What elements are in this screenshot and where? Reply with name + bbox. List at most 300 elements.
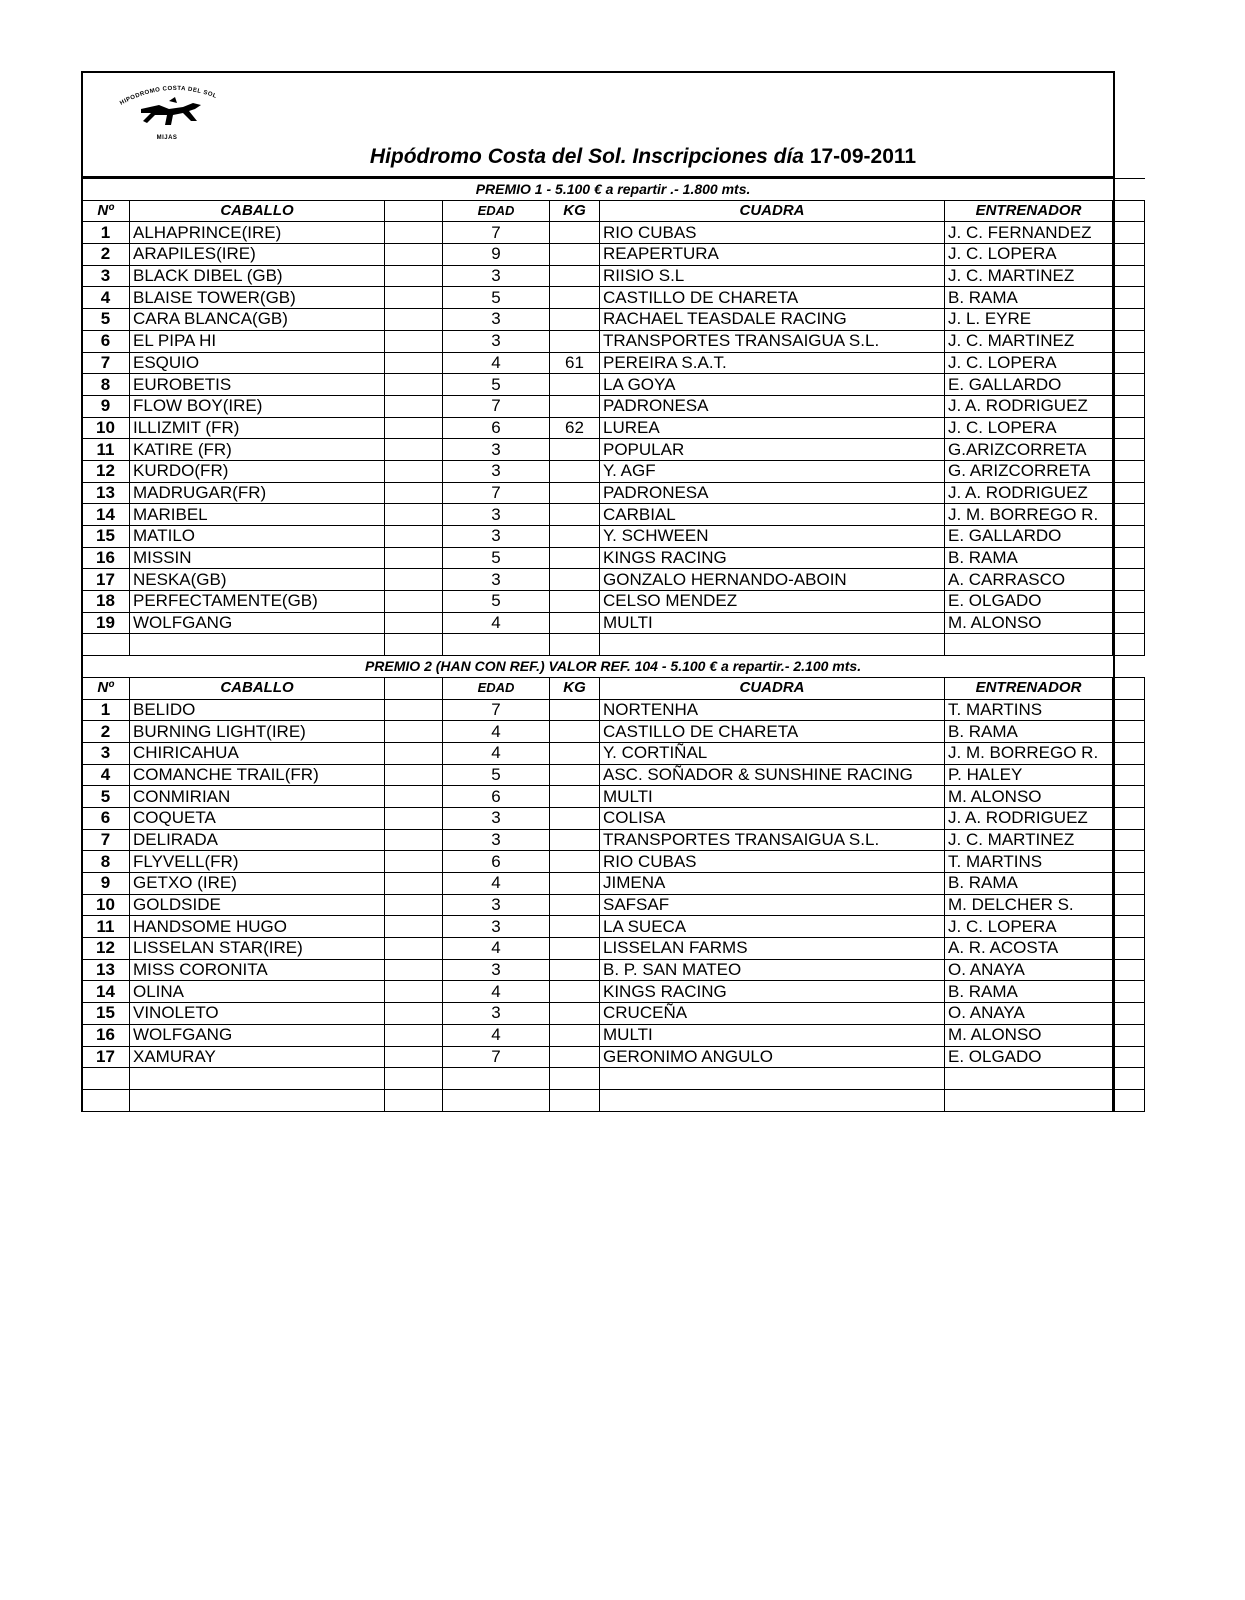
trainer-name: B. RAMA: [945, 981, 1113, 1003]
column-header-stable: CUADRA: [600, 200, 945, 222]
outside-cell: [1145, 1024, 1197, 1046]
empty-cell: [1113, 873, 1145, 895]
horse-weight: [550, 764, 600, 786]
horse-age: 3: [443, 807, 550, 829]
empty-cell: [385, 504, 443, 526]
horse-weight: [550, 829, 600, 851]
entry-number: 11: [82, 916, 130, 938]
stable-name: GERONIMO ANGULO: [600, 1046, 945, 1068]
column-header-age: EDAD: [443, 677, 550, 699]
entry-number: 2: [82, 721, 130, 743]
empty-cell: [1113, 374, 1145, 396]
entry-number: 12: [82, 938, 130, 960]
horse-age: 3: [443, 569, 550, 591]
table-row: [82, 764, 1197, 786]
outside-cell: [1145, 938, 1197, 960]
horse-weight: [550, 482, 600, 504]
empty-cell: [1113, 721, 1145, 743]
empty-cell: [1113, 742, 1145, 764]
entry-number: 2: [82, 244, 130, 266]
horse-weight: [550, 222, 600, 244]
table-row: [82, 916, 1197, 938]
outside-cell: [1145, 742, 1197, 764]
trainer-name: J. A. RODRIGUEZ: [945, 482, 1113, 504]
horse-age: 3: [443, 460, 550, 482]
trainer-name: J. C. MARTINEZ: [945, 829, 1113, 851]
entry-number: 16: [82, 547, 130, 569]
table-row: [82, 981, 1197, 1003]
outside-cell: [1145, 287, 1197, 309]
horse-weight: [550, 547, 600, 569]
horse-name: HANDSOME HUGO: [130, 916, 385, 938]
trainer-name: M. ALONSO: [945, 1024, 1113, 1046]
outside-cell: [1145, 460, 1197, 482]
outside-cell: [1145, 482, 1197, 504]
trainer-name: A. R. ACOSTA: [945, 938, 1113, 960]
outside-cell: [1145, 352, 1197, 374]
horse-name: CONMIRIAN: [130, 786, 385, 808]
table-row: [82, 547, 1197, 569]
trainer-name: J. C. LOPERA: [945, 417, 1113, 439]
entry-number: 17: [82, 1046, 130, 1068]
empty-cell: [1113, 959, 1145, 981]
page-title-text: Hipódromo Costa del Sol. Inscripciones día: [369, 145, 804, 168]
trainer-name: O. ANAYA: [945, 1003, 1113, 1025]
outside-cell: [1145, 526, 1197, 548]
horse-age: 5: [443, 591, 550, 613]
table-row: [82, 1024, 1197, 1046]
horse-weight: [550, 742, 600, 764]
horse-name: BLACK DIBEL (GB): [130, 265, 385, 287]
horse-name: KATIRE (FR): [130, 439, 385, 461]
empty-cell: [385, 374, 443, 396]
horse-age: 3: [443, 829, 550, 851]
stable-name: TRANSPORTES TRANSAIGUA S.L.: [600, 330, 945, 352]
trainer-name: J. C. LOPERA: [945, 916, 1113, 938]
empty-cell: [1113, 244, 1145, 266]
stable-name: PADRONESA: [600, 395, 945, 417]
horse-weight: [550, 460, 600, 482]
horse-weight: [550, 981, 600, 1003]
column-header-empty: [385, 200, 443, 222]
column-header-row: [82, 200, 1197, 222]
outside-cell: [1145, 222, 1197, 244]
outside-cell: [1145, 1068, 1197, 1090]
empty-cell: [385, 1046, 443, 1068]
horse-weight: [550, 526, 600, 548]
table-row: [82, 460, 1197, 482]
entry-number: 15: [82, 1003, 130, 1025]
empty-cell: [1113, 482, 1145, 504]
empty-cell: [385, 1089, 443, 1111]
empty-cell: [1113, 612, 1145, 634]
stable-name: CELSO MENDEZ: [600, 591, 945, 613]
outside-cell: [1145, 873, 1197, 895]
stable-name: JIMENA: [600, 873, 945, 895]
horse-weight: [550, 591, 600, 613]
horse-name: FLYVELL(FR): [130, 851, 385, 873]
horse-weight: [550, 699, 600, 721]
outside-cell: [1145, 612, 1197, 634]
outside-cell: [1145, 395, 1197, 417]
empty-cell: [385, 287, 443, 309]
horse-age: 6: [443, 786, 550, 808]
horse-weight: [550, 504, 600, 526]
empty-cell: [1113, 569, 1145, 591]
table-row: [82, 569, 1197, 591]
page-title-date: 17-09-2011: [809, 145, 917, 168]
horse-age: 7: [443, 699, 550, 721]
entry-number: 14: [82, 504, 130, 526]
empty-cell: [385, 439, 443, 461]
empty-cell: [600, 1068, 945, 1090]
trainer-name: M. DELCHER S.: [945, 894, 1113, 916]
empty-cell: [82, 634, 130, 656]
trainer-name: T. MARTINS: [945, 699, 1113, 721]
empty-cell: [1113, 1089, 1145, 1111]
empty-cell: [1113, 265, 1145, 287]
stable-name: CRUCEÑA: [600, 1003, 945, 1025]
stable-name: LA GOYA: [600, 374, 945, 396]
race-title: PREMIO 1 - 5.100 € a repartir .- 1.800 mts.: [82, 179, 1145, 201]
outside-cell: [1145, 265, 1197, 287]
horse-name: NESKA(GB): [130, 569, 385, 591]
horse-name: COQUETA: [130, 807, 385, 829]
stable-name: RIO CUBAS: [600, 222, 945, 244]
horse-weight: [550, 851, 600, 873]
stable-name: RIISIO S.L: [600, 265, 945, 287]
stable-name: CASTILLO DE CHARETA: [600, 721, 945, 743]
stable-name: KINGS RACING: [600, 547, 945, 569]
outside-cell: [1145, 244, 1197, 266]
horse-name: KURDO(FR): [130, 460, 385, 482]
table-row: [82, 265, 1197, 287]
horse-age: 3: [443, 959, 550, 981]
horse-age: 3: [443, 1003, 550, 1025]
entry-number: 8: [82, 374, 130, 396]
stable-name: Y. CORTIÑAL: [600, 742, 945, 764]
empty-cell: [1113, 287, 1145, 309]
blank-row: [82, 1089, 1197, 1111]
horse-name: CHIRICAHUA: [130, 742, 385, 764]
horse-name: FLOW BOY(IRE): [130, 395, 385, 417]
entry-number: 7: [82, 829, 130, 851]
horse-weight: [550, 786, 600, 808]
trainer-name: B. RAMA: [945, 547, 1113, 569]
empty-cell: [1113, 1003, 1145, 1025]
entry-number: 4: [82, 764, 130, 786]
empty-cell: [1113, 938, 1145, 960]
table-row: [82, 395, 1197, 417]
empty-cell: [385, 482, 443, 504]
stable-name: COLISA: [600, 807, 945, 829]
empty-cell: [130, 1068, 385, 1090]
empty-cell: [385, 309, 443, 331]
entry-number: 9: [82, 395, 130, 417]
empty-cell: [1113, 829, 1145, 851]
empty-cell: [385, 265, 443, 287]
horse-name: ILLIZMIT (FR): [130, 417, 385, 439]
stable-name: LUREA: [600, 417, 945, 439]
empty-cell: [550, 1068, 600, 1090]
empty-cell: [945, 634, 1113, 656]
stable-name: NORTENHA: [600, 699, 945, 721]
empty-cell: [1113, 591, 1145, 613]
page-title: [83, 145, 1113, 169]
entry-number: 14: [82, 981, 130, 1003]
empty-cell: [385, 460, 443, 482]
entry-number: 13: [82, 482, 130, 504]
horse-weight: [550, 330, 600, 352]
table-row: [82, 591, 1197, 613]
outside-cell: [1145, 981, 1197, 1003]
empty-cell: [385, 244, 443, 266]
outside-cell: [1145, 807, 1197, 829]
table-row: [82, 873, 1197, 895]
stable-name: TRANSPORTES TRANSAIGUA S.L.: [600, 829, 945, 851]
empty-cell: [385, 547, 443, 569]
entry-number: 13: [82, 959, 130, 981]
outside-cell: [1145, 851, 1197, 873]
horse-age: 3: [443, 916, 550, 938]
outside-cell: [1145, 894, 1197, 916]
entry-number: 1: [82, 222, 130, 244]
outside-cell: [1145, 547, 1197, 569]
trainer-name: E. OLGADO: [945, 591, 1113, 613]
table-row: [82, 612, 1197, 634]
outside-cell: [1145, 1089, 1197, 1111]
horse-age: 4: [443, 742, 550, 764]
stable-name: LA SUECA: [600, 916, 945, 938]
stable-name: RIO CUBAS: [600, 851, 945, 873]
entry-number: 19: [82, 612, 130, 634]
outside-cell: [1145, 1003, 1197, 1025]
empty-cell: [385, 612, 443, 634]
horse-age: 7: [443, 222, 550, 244]
entry-number: 17: [82, 569, 130, 591]
table-row: [82, 829, 1197, 851]
stable-name: MULTI: [600, 612, 945, 634]
trainer-name: J. C. MARTINEZ: [945, 265, 1113, 287]
horse-name: PERFECTAMENTE(GB): [130, 591, 385, 613]
empty-cell: [385, 807, 443, 829]
trainer-name: J. L. EYRE: [945, 309, 1113, 331]
stable-name: GONZALO HERNANDO-ABOIN: [600, 569, 945, 591]
table-row: [82, 959, 1197, 981]
horse-weight: [550, 244, 600, 266]
empty-cell: [1113, 1068, 1145, 1090]
horse-weight: [550, 265, 600, 287]
logo-sub-text: MIJAS: [156, 135, 178, 141]
trainer-name: E. GALLARDO: [945, 526, 1113, 548]
entry-number: 15: [82, 526, 130, 548]
horse-weight: [550, 612, 600, 634]
empty-cell: [1113, 851, 1145, 873]
horse-name: MARIBEL: [130, 504, 385, 526]
horse-name: VINOLETO: [130, 1003, 385, 1025]
column-header-empty: [1113, 200, 1145, 222]
empty-cell: [385, 873, 443, 895]
race-title-row: [82, 656, 1197, 678]
entry-number: 1: [82, 699, 130, 721]
table-row: [82, 938, 1197, 960]
horse-name: COMANCHE TRAIL(FR): [130, 764, 385, 786]
empty-cell: [130, 634, 385, 656]
empty-cell: [550, 634, 600, 656]
horse-name: WOLFGANG: [130, 612, 385, 634]
outside-cell: [1145, 417, 1197, 439]
horse-name: MADRUGAR(FR): [130, 482, 385, 504]
outside-cell: [1145, 569, 1197, 591]
horse-age: 7: [443, 1046, 550, 1068]
stable-name: B. P. SAN MATEO: [600, 959, 945, 981]
empty-cell: [385, 330, 443, 352]
trainer-name: J. C. LOPERA: [945, 244, 1113, 266]
horse-age: 6: [443, 417, 550, 439]
trainer-name: P. HALEY: [945, 764, 1113, 786]
table-row: [82, 807, 1197, 829]
outside-cell: [1145, 309, 1197, 331]
empty-cell: [1113, 330, 1145, 352]
empty-cell: [1113, 699, 1145, 721]
empty-cell: [385, 721, 443, 743]
horse-name: CARA BLANCA(GB): [130, 309, 385, 331]
entry-number: 11: [82, 439, 130, 461]
horse-age: 4: [443, 1024, 550, 1046]
horse-name: EUROBETIS: [130, 374, 385, 396]
empty-cell: [1113, 526, 1145, 548]
empty-cell: [1113, 547, 1145, 569]
stable-name: PADRONESA: [600, 482, 945, 504]
trainer-name: E. OLGADO: [945, 1046, 1113, 1068]
empty-cell: [1113, 634, 1145, 656]
horse-weight: [550, 938, 600, 960]
outside-cell: [1145, 721, 1197, 743]
horse-name: MISSIN: [130, 547, 385, 569]
outside-cell: [1145, 374, 1197, 396]
trainer-name: J. A. RODRIGUEZ: [945, 395, 1113, 417]
trainer-name: M. ALONSO: [945, 612, 1113, 634]
empty-cell: [443, 1089, 550, 1111]
empty-cell: [1113, 504, 1145, 526]
trainer-name: J. A. RODRIGUEZ: [945, 807, 1113, 829]
horse-weight: [550, 807, 600, 829]
table-row: [82, 894, 1197, 916]
empty-cell: [385, 699, 443, 721]
horse-weight: [550, 1046, 600, 1068]
horse-name: DELIRADA: [130, 829, 385, 851]
horse-age: 5: [443, 764, 550, 786]
empty-cell: [1113, 786, 1145, 808]
entry-number: 5: [82, 309, 130, 331]
stable-name: SAFSAF: [600, 894, 945, 916]
empty-cell: [443, 634, 550, 656]
entry-number: 7: [82, 352, 130, 374]
horse-age: 4: [443, 938, 550, 960]
racecourse-logo: [111, 79, 231, 143]
empty-cell: [1113, 439, 1145, 461]
horse-age: 4: [443, 873, 550, 895]
horse-weight: 62: [550, 417, 600, 439]
empty-cell: [130, 1089, 385, 1111]
column-header-num: Nº: [82, 200, 130, 222]
empty-cell: [1113, 352, 1145, 374]
stable-name: CASTILLO DE CHARETA: [600, 287, 945, 309]
horse-age: 3: [443, 439, 550, 461]
empty-cell: [1113, 764, 1145, 786]
horse-weight: [550, 569, 600, 591]
horse-weight: [550, 439, 600, 461]
horse-age: 9: [443, 244, 550, 266]
trainer-name: J. C. FERNANDEZ: [945, 222, 1113, 244]
outside-cell: [1145, 439, 1197, 461]
empty-cell: [1113, 894, 1145, 916]
entry-number: 9: [82, 873, 130, 895]
horse-age: 3: [443, 504, 550, 526]
horse-name: MISS CORONITA: [130, 959, 385, 981]
horse-age: 3: [443, 526, 550, 548]
empty-cell: [385, 851, 443, 873]
empty-cell: [1113, 395, 1145, 417]
stable-name: Y. SCHWEEN: [600, 526, 945, 548]
horse-rider-icon: [141, 97, 201, 125]
empty-cell: [443, 1068, 550, 1090]
outside-cell: [1145, 330, 1197, 352]
blank-row: [82, 634, 1197, 656]
empty-cell: [385, 981, 443, 1003]
column-header-horse: CABALLO: [130, 200, 385, 222]
table-row: [82, 222, 1197, 244]
outside-cell: [1145, 179, 1197, 201]
empty-cell: [550, 1089, 600, 1111]
horse-name: GETXO (IRE): [130, 873, 385, 895]
trainer-name: G. ARIZCORRETA: [945, 460, 1113, 482]
outside-cell: [1145, 200, 1197, 222]
stable-name: MULTI: [600, 1024, 945, 1046]
table-row: [82, 309, 1197, 331]
empty-cell: [385, 395, 443, 417]
trainer-name: B. RAMA: [945, 287, 1113, 309]
empty-cell: [1113, 222, 1145, 244]
empty-cell: [1113, 807, 1145, 829]
race-title: PREMIO 2 (HAN CON REF.) VALOR REF. 104 - 5.100 € a repartir.- 2.100 mts.: [82, 656, 1145, 678]
trainer-name: T. MARTINS: [945, 851, 1113, 873]
outside-cell: [1145, 504, 1197, 526]
trainer-name: O. ANAYA: [945, 959, 1113, 981]
horse-age: 4: [443, 352, 550, 374]
stable-name: KINGS RACING: [600, 981, 945, 1003]
column-header-empty: [1113, 677, 1145, 699]
trainer-name: J. C. LOPERA: [945, 352, 1113, 374]
empty-cell: [385, 591, 443, 613]
table-row: [82, 439, 1197, 461]
horse-weight: [550, 1003, 600, 1025]
horse-name: BURNING LIGHT(IRE): [130, 721, 385, 743]
horse-weight: [550, 395, 600, 417]
horse-weight: [550, 374, 600, 396]
table-row: [82, 244, 1197, 266]
empty-cell: [82, 1068, 130, 1090]
entry-number: 18: [82, 591, 130, 613]
horse-name: XAMURAY: [130, 1046, 385, 1068]
empty-cell: [385, 742, 443, 764]
entry-number: 3: [82, 742, 130, 764]
empty-cell: [385, 417, 443, 439]
horse-age: 3: [443, 309, 550, 331]
horse-age: 4: [443, 981, 550, 1003]
empty-cell: [600, 1089, 945, 1111]
outside-cell: [1145, 786, 1197, 808]
